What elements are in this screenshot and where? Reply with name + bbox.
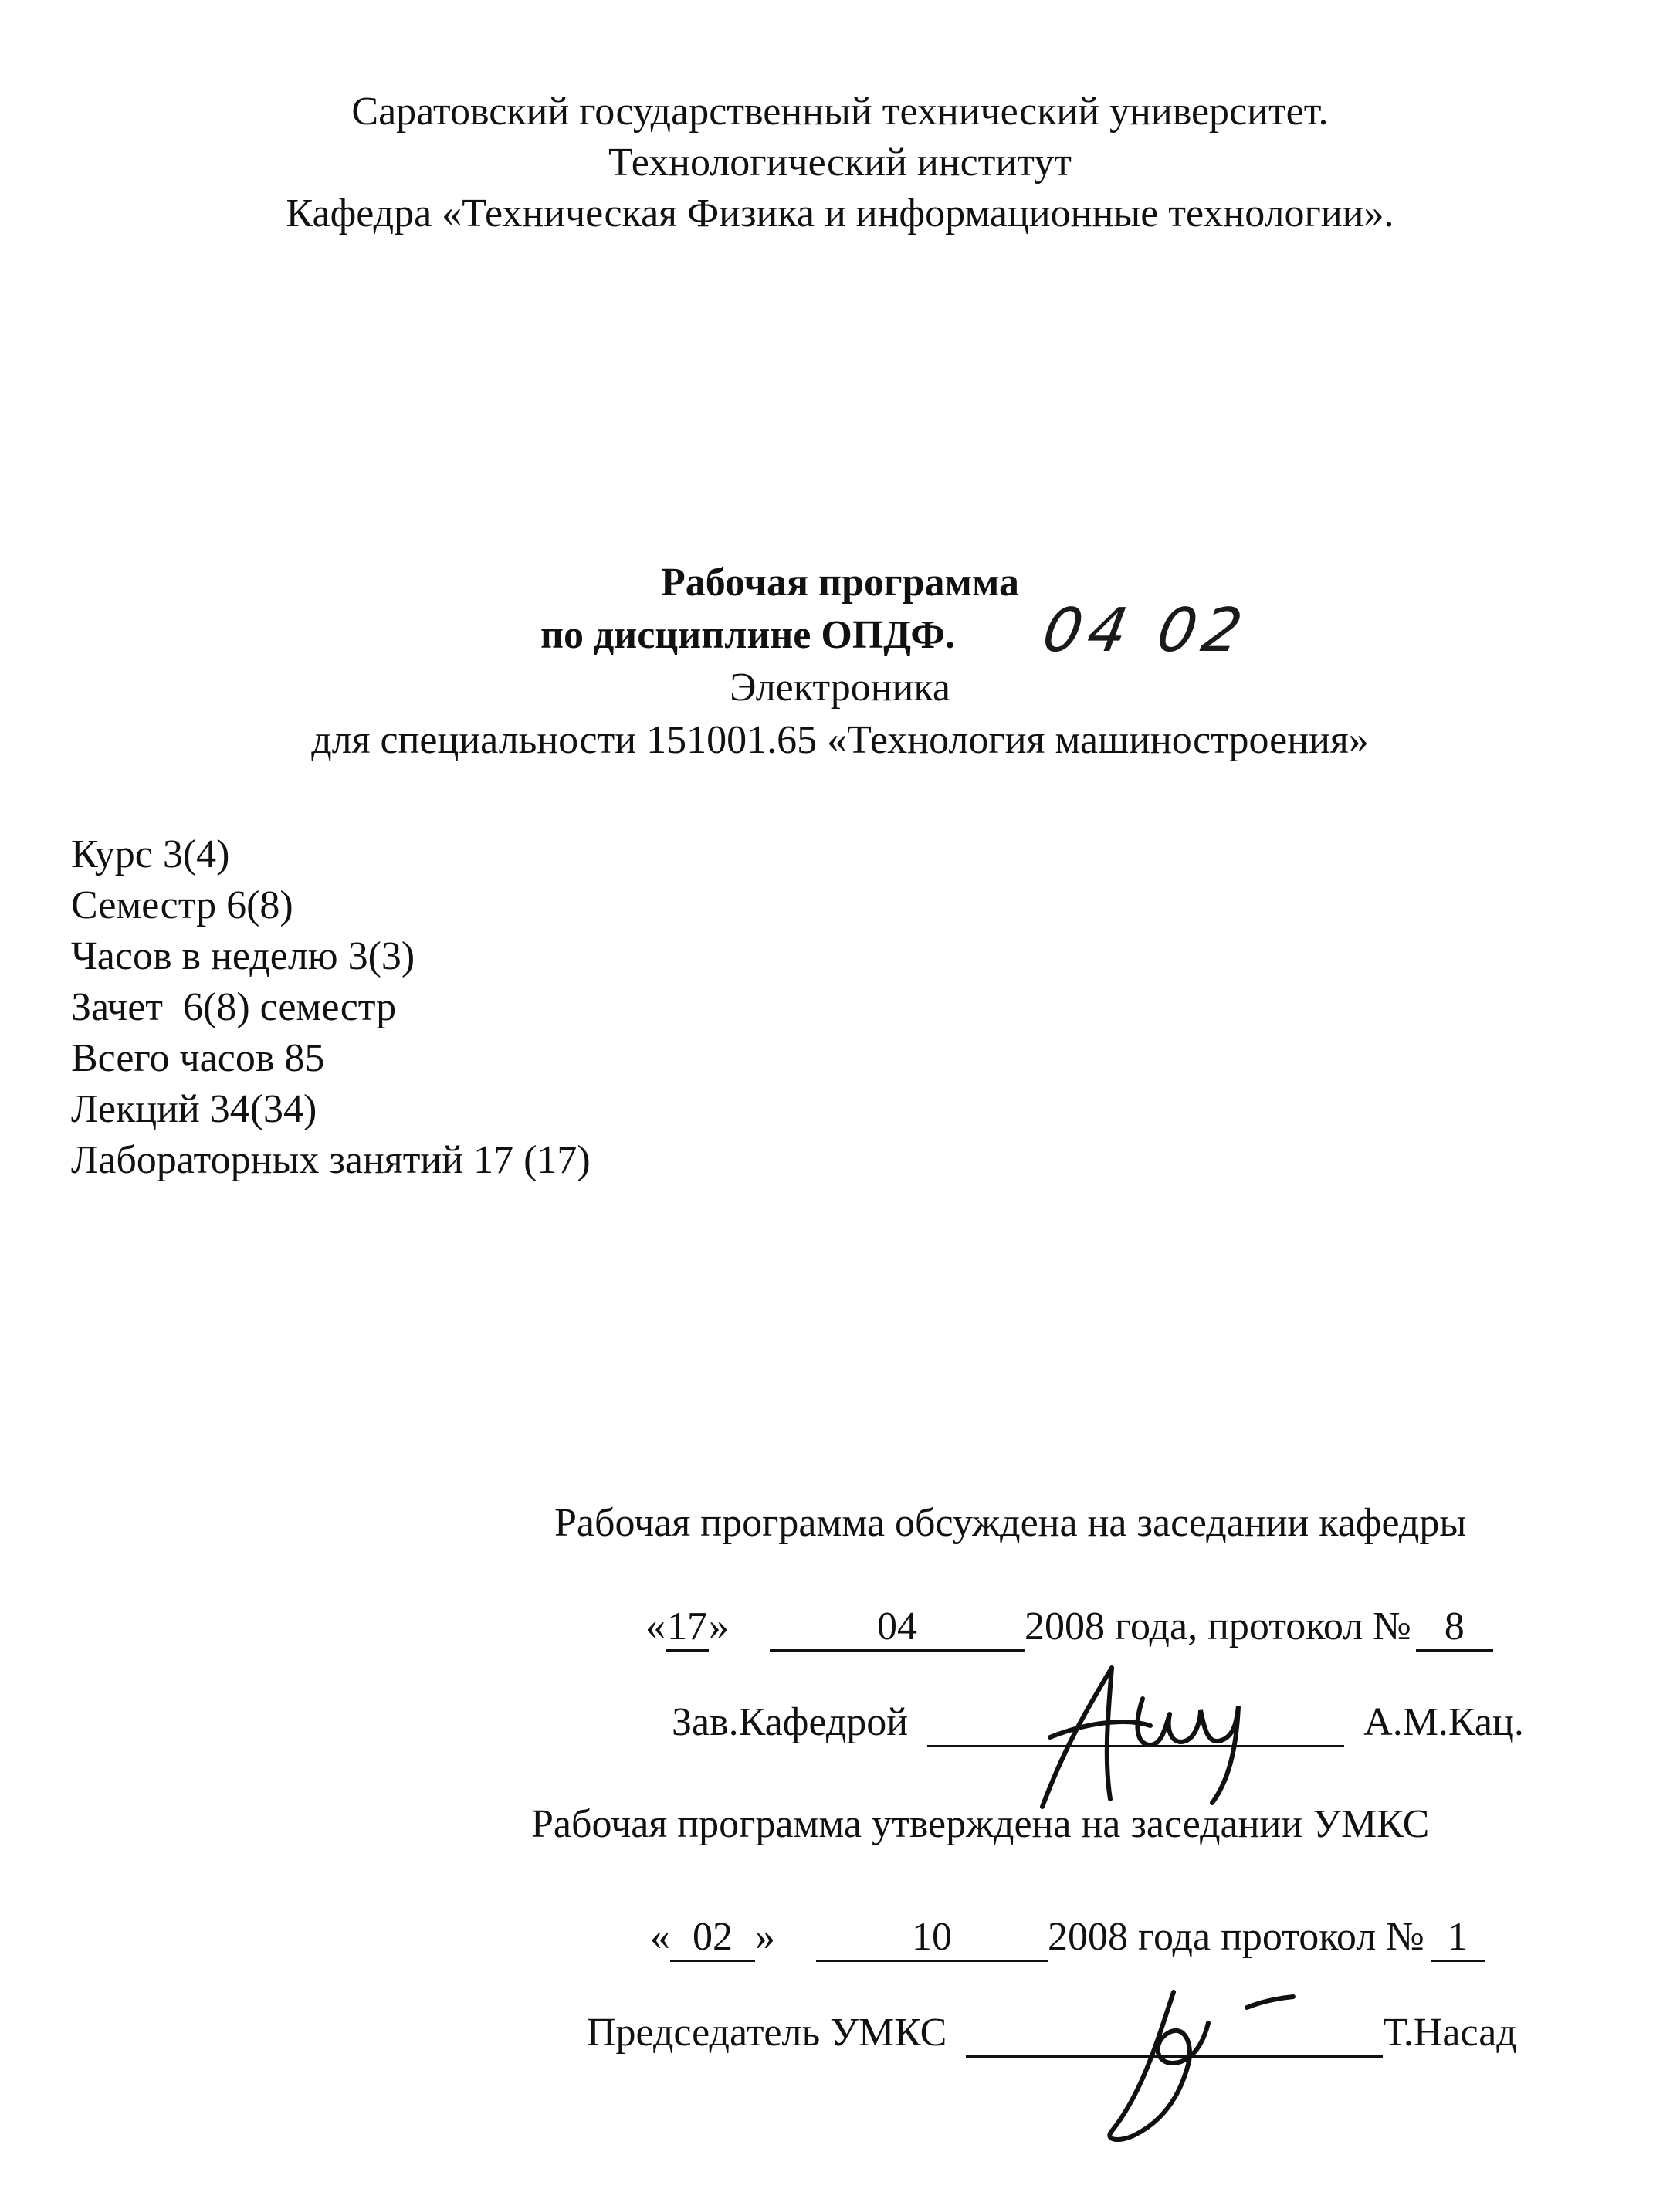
detail-total-hours: Всего часов 85: [71, 1036, 325, 1080]
head-signature: [1019, 1645, 1266, 1814]
discipline-name: Электроника: [730, 666, 950, 710]
institute-name: Технологический институт: [608, 141, 1072, 185]
quote-close: »: [709, 1604, 729, 1648]
department-approval-month: 04: [770, 1604, 1025, 1652]
umks-approval-year-text: 2008 года протокол №: [1048, 1915, 1424, 1959]
detail-credit: Зачет 6(8) семестр: [71, 985, 397, 1029]
umks-approval-date-line: [650, 1912, 1485, 1963]
quote-open: «: [645, 1604, 666, 1648]
detail-labs: Лабораторных занятий 17 (17): [71, 1138, 591, 1182]
umks-approval-month: 10: [816, 1915, 1048, 1962]
program-title: Рабочая программа: [660, 561, 1020, 605]
detail-hours-per-week: Часов в неделю 3(3): [71, 934, 415, 978]
chair-label: Председатель УМКС: [587, 2011, 947, 2055]
department-approval-day: 17: [666, 1604, 709, 1652]
umks-approval-statement: Рабочая программа утверждена на заседании УМКС: [531, 1802, 1430, 1846]
umks-approval-day: 02: [670, 1915, 755, 1962]
detail-lectures: Лекций 34(34): [71, 1087, 317, 1131]
discipline-label: по дисциплине ОПДФ.: [540, 613, 956, 657]
discipline-code-handwritten: 04 02: [1038, 596, 1254, 666]
umks-approval-protocol-no: 1: [1431, 1915, 1485, 1962]
chair-signature: [1096, 1977, 1328, 2146]
specialty: для специальности 151001.65 «Технология машиностроения»: [311, 718, 1369, 762]
detail-course: Курс 3(4): [71, 832, 230, 876]
department-approval-statement: Рабочая программа обсуждена на заседании кафедры: [554, 1501, 1467, 1545]
head-name: А.М.Кац.: [1363, 1700, 1524, 1744]
chair-name: Т.Насад: [1383, 2011, 1517, 2055]
quote-open: «: [650, 1915, 670, 1959]
department-name: Кафедра «Техническая Физика и информационные технологии».: [286, 191, 1394, 235]
head-label: Зав.Кафедрой: [672, 1700, 909, 1744]
quote-close: »: [755, 1915, 775, 1959]
university-name: Саратовский государственный технический университет.: [351, 90, 1329, 134]
detail-semester: Семестр 6(8): [71, 883, 293, 927]
department-approval-protocol-no: 8: [1416, 1604, 1493, 1652]
chair-signature-line: [587, 2008, 1517, 2058]
department-approval-year-text: 2008 года, протокол №: [1025, 1604, 1411, 1648]
